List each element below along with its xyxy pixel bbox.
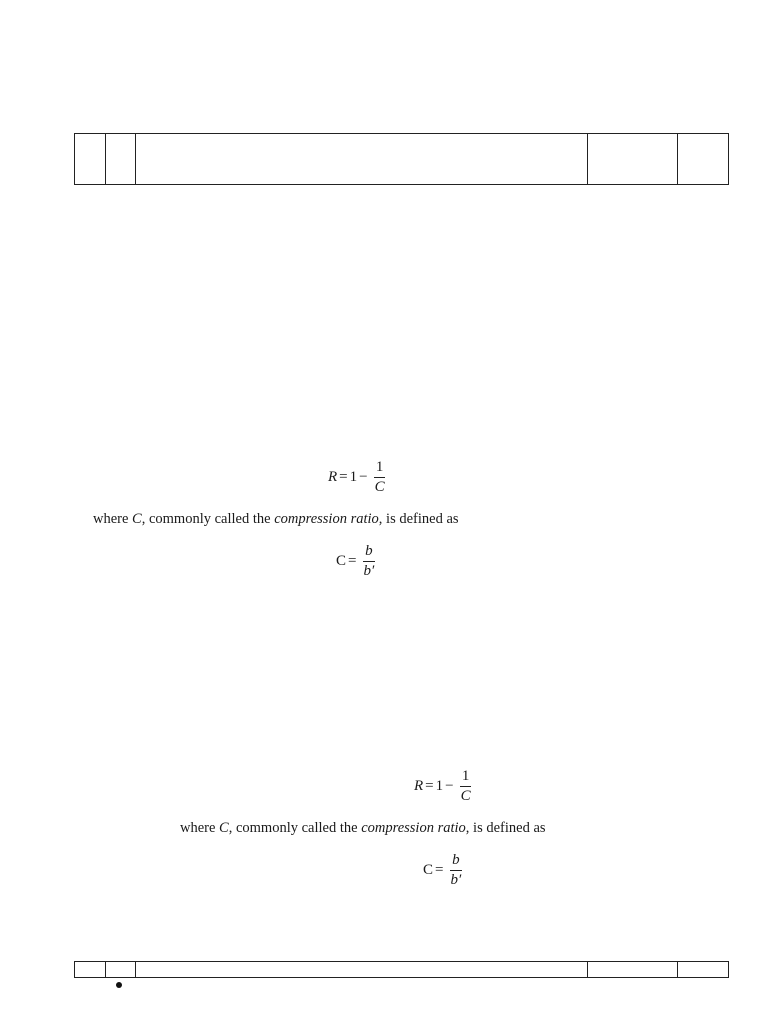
footer-cell-3 — [136, 962, 588, 978]
footer-cell-2 — [106, 962, 136, 978]
header-cell-4 — [588, 134, 678, 185]
footer-table-row — [75, 962, 729, 978]
redundancy-equation-2 — [414, 769, 473, 804]
eq-c-numerator: b — [363, 544, 375, 562]
header-table — [74, 133, 729, 185]
footer-cell-1 — [75, 962, 106, 978]
redundancy-equation-1 — [328, 460, 387, 495]
eq-c-fraction — [361, 544, 376, 579]
sentence-word: , is defined as — [378, 511, 459, 527]
sentence-word: , commonly called the — [228, 820, 362, 836]
definition-sentence-2 — [180, 820, 546, 837]
header-cell-5 — [678, 134, 729, 185]
header-table-row — [75, 134, 729, 185]
eq-c-numerator: b — [450, 853, 462, 871]
eq-c-denominator: b′ — [363, 563, 375, 579]
eq-r-lhs: R — [328, 469, 338, 485]
sentence-word: , is defined as — [465, 820, 546, 836]
eq-c-lhs: C — [336, 553, 347, 569]
eq-r-numerator: 1 — [374, 460, 386, 478]
eq-r-denominator: C — [460, 788, 471, 804]
sentence-term: compression ratio — [274, 511, 379, 527]
sentence-variable: C — [132, 511, 142, 527]
eq-r-numerator: 1 — [460, 769, 472, 787]
eq-r-lhs: R — [414, 778, 424, 794]
eq-r-one: 1 — [349, 469, 358, 485]
header-cell-1 — [75, 134, 106, 185]
eq-r-denominator: C — [374, 479, 385, 495]
eq-r-equals: = — [339, 469, 348, 485]
footer-cell-4 — [588, 962, 678, 978]
sentence-word: where — [93, 511, 133, 527]
bullet-icon — [116, 982, 122, 988]
sentence-term: compression ratio — [361, 820, 466, 836]
compression-ratio-equation-2 — [423, 853, 463, 888]
footer-table — [74, 961, 729, 978]
footer-cell-5 — [678, 962, 729, 978]
sentence-word: where — [180, 820, 220, 836]
eq-r-minus: − — [359, 469, 368, 485]
eq-c-lhs: C — [423, 862, 434, 878]
compression-ratio-equation-1 — [336, 544, 376, 579]
eq-r-fraction — [373, 460, 387, 495]
sentence-word: , commonly called the — [141, 511, 275, 527]
eq-c-equals: = — [348, 553, 357, 569]
sentence-variable: C — [219, 820, 229, 836]
definition-sentence-1 — [93, 511, 459, 528]
eq-r-one: 1 — [435, 778, 444, 794]
eq-r-minus: − — [445, 778, 454, 794]
header-cell-3 — [136, 134, 588, 185]
eq-r-equals: = — [425, 778, 434, 794]
eq-r-fraction — [459, 769, 473, 804]
eq-c-fraction — [448, 853, 463, 888]
eq-c-denominator: b′ — [450, 872, 462, 888]
eq-c-equals: = — [435, 862, 444, 878]
header-cell-2 — [106, 134, 136, 185]
